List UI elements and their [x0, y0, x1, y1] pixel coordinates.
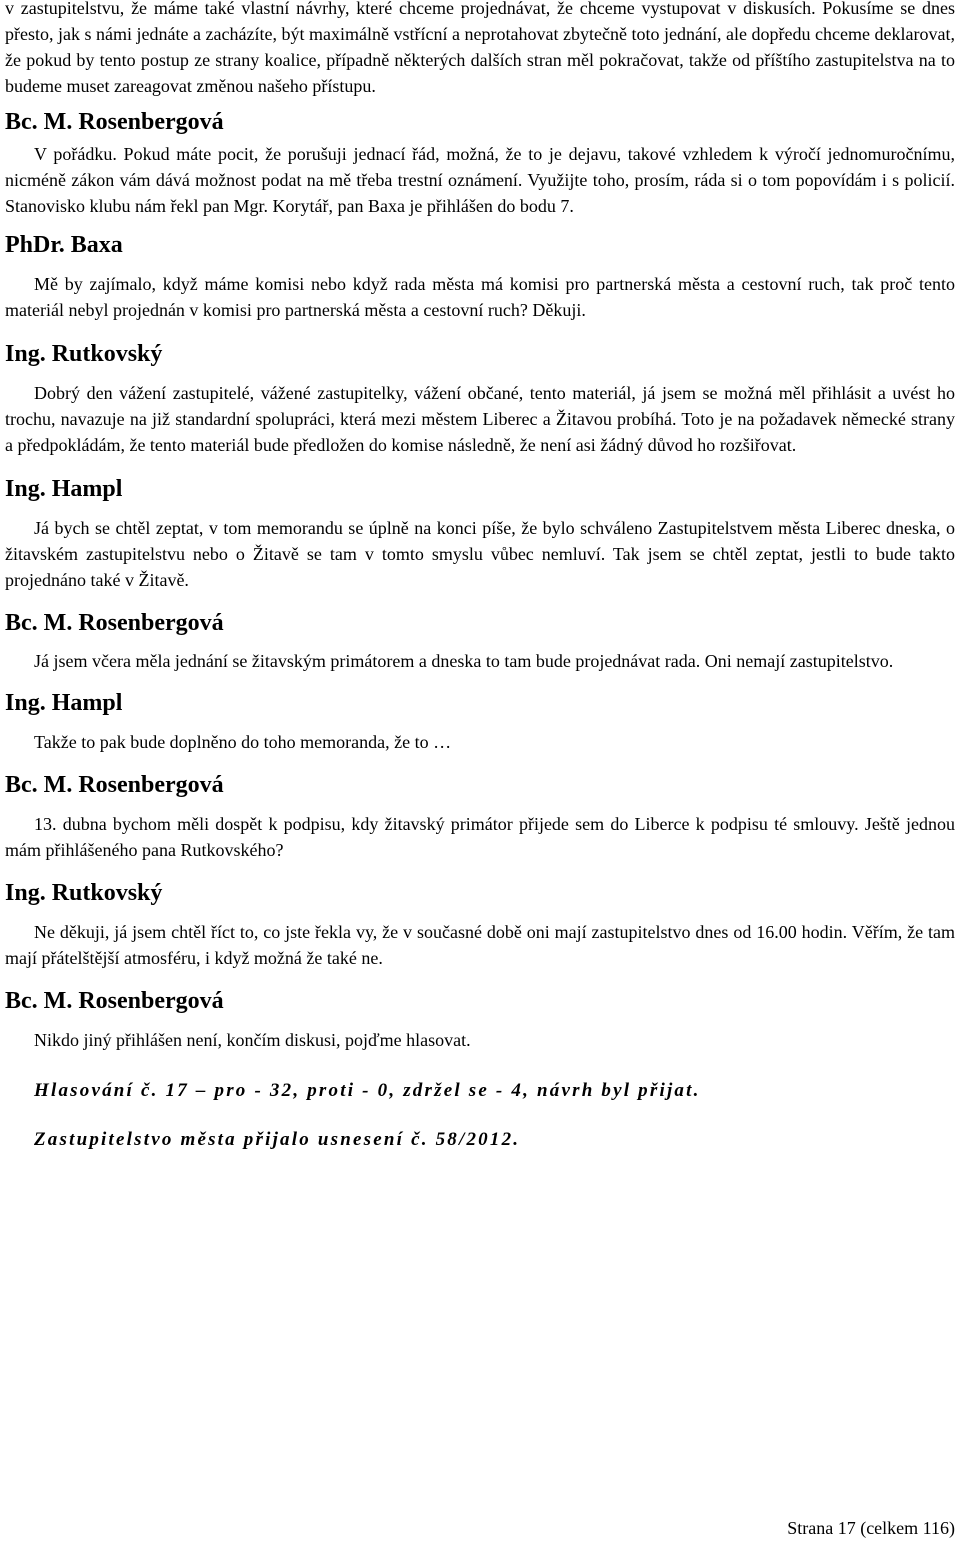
para-4: Já bych se chtěl zeptat, v tom memorandu se úplně na konci píše, že bylo schváleno Zastupitelstvem města Liberec dneska, o žitavském zastupitelstvu nebo o Žitavě se tam v tomto smyslu vůbec nemluví. Tak jsem se chtěl zeptat, jestli to bude takto projednáno také v Žitavě.	[5, 518, 955, 590]
resolution-statement: Zastupitelstvo města přijalo usnesení č. 58/2012.	[34, 1129, 521, 1150]
speaker-heading: PhDr. Baxa	[5, 232, 123, 258]
vote-result: Hlasování č. 17 – pro - 32, proti - 0, zdržel se - 4, návrh byl přijat.	[34, 1080, 701, 1101]
para-9: Nikdo jiný přihlášen není, končím diskusi, pojďme hlasovat.	[34, 1030, 471, 1050]
speaker-heading: Ing. Hampl	[5, 476, 123, 502]
speaker-heading: Ing. Hampl	[5, 690, 123, 716]
speaker-heading: Bc. M. Rosenbergová	[5, 109, 224, 135]
para-2: Mě by zajímalo, když máme komisi nebo když rada města má komisi pro partnerská města a cestovní ruch, tak proč tento materiál nebyl projednán v komisi pro partnerská města a cestovní ruch? Děkuji.	[5, 274, 955, 320]
para-0: v zastupitelstvu, že máme také vlastní návrhy, které chceme projednávat, že chceme vystupovat v diskusích. Pokusíme se dnes přesto, jak s námi jednáte a zacházíte, být maximálně vstřícní a neprotahovat zbytečně toto jednání, ale dopředu chceme deklarovat, že pokud by tento postup ze strany koalice, případně některých dalších stran měl pokračovat, takže od příštího zastupitelstva na to budeme muset zareagovat změnou našeho přístupu.	[5, 0, 955, 96]
page-number-footer: Strana 17 (celkem 116)	[787, 1518, 955, 1538]
speaker-heading: Ing. Rutkovský	[5, 880, 163, 906]
para-6: Takže to pak bude doplněno do toho memoranda, že to …	[34, 732, 452, 752]
speaker-heading: Bc. M. Rosenbergová	[5, 772, 224, 798]
para-7: 13. dubna bychom měli dospět k podpisu, kdy žitavský primátor přijede sem do Liberce k podpisu té smlouvy. Ještě jednou mám přihlášeného pana Rutkovského?	[5, 814, 955, 860]
document-page	[5, 0, 955, 1151]
speaker-heading: Ing. Rutkovský	[5, 341, 163, 367]
para-8: Ne děkuji, já jsem chtěl říct to, co jste řekla vy, že v současné době oni mají zastupitelstvo dnes od 16.00 hodin. Věřím, že tam mají přátelštější atmosféru, i když možná že také ne.	[5, 922, 955, 968]
para-1: V pořádku. Pokud máte pocit, že porušuji jednací řád, možná, že to je dejavu, takové vzhledem k výročí jednomuročnímu, nicméně zákon vám dává možnost podat na mě třeba trestní oznámení. Využijte toho, prosím, ráda si o tom popovídám i s policií. Stanovisko klubu nám řekl pan Mgr. Korytář, pan Baxa je přihlášen do bodu 7.	[5, 144, 955, 216]
para-3: Dobrý den vážení zastupitelé, vážené zastupitelky, vážení občané, tento materiál, já jsem se možná měl přihlásit a uvést ho trochu, navazuje na již standardní spolupráci, která mezi městem Liberec a Žitavou probíhá. Toto je na požadavek německé strany a předpokládám, že tento materiál bude předložen do komise následně, že není asi žádný důvod ho rozšiřovat.	[5, 383, 955, 455]
speaker-heading: Bc. M. Rosenbergová	[5, 610, 224, 636]
speaker-heading: Bc. M. Rosenbergová	[5, 988, 224, 1014]
para-5: Já jsem včera měla jednání se žitavským primátorem a dneska to tam bude projednávat rada. Oni nemají zastupitelstvo.	[34, 651, 894, 671]
